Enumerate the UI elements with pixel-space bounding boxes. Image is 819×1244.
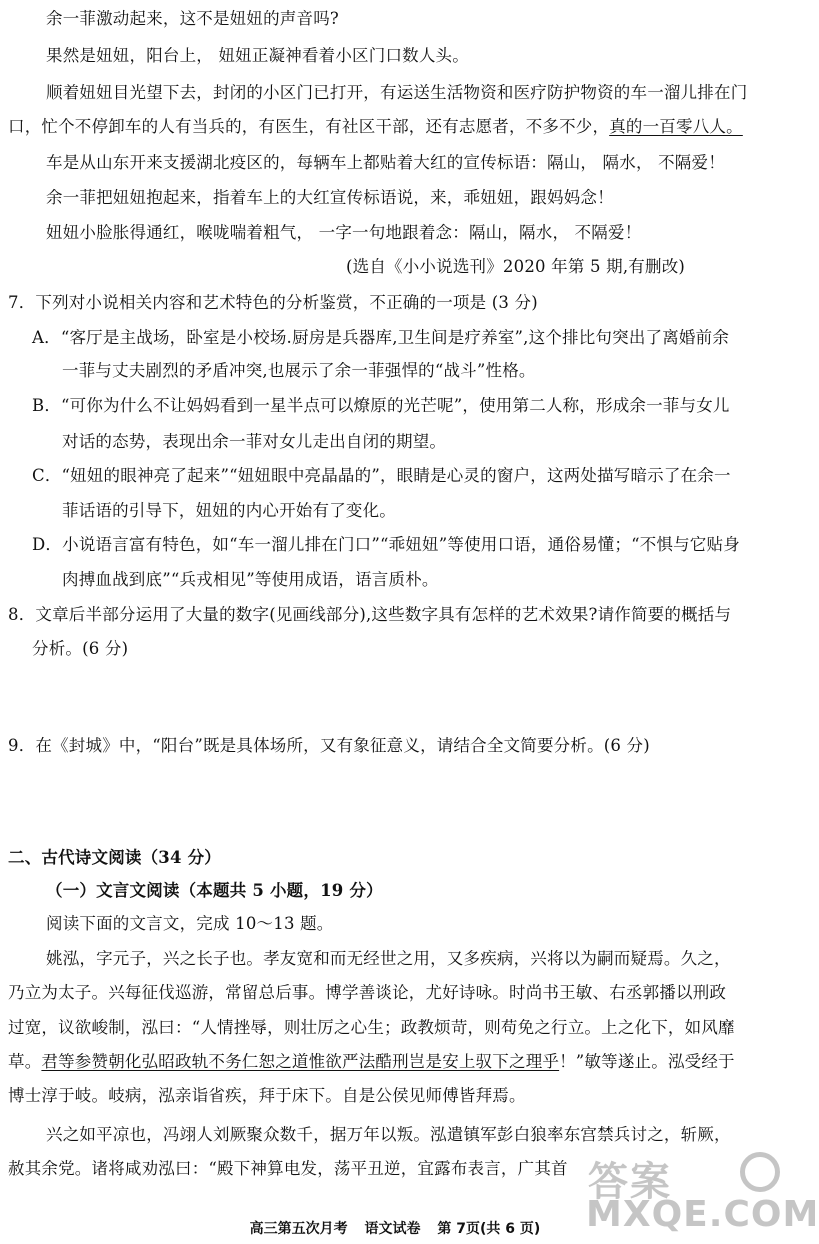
subject-name: 语文试卷 — [364, 1221, 421, 1237]
option-a-cont: 一菲与丈夫剧烈的矛盾冲突,也展示了余一菲强悍的“战斗”性格。 — [62, 361, 536, 380]
story-paragraph: 余一菲把妞妞抱起来，指着车上的大红宣传标语说，来，乖妞妞，跟妈妈念！ — [46, 188, 614, 207]
story-paragraph: 妞妞小脸胀得通红，喉咙喘着粗气， 一字一句地跟着念：隔山，隔水， 不隔爱！ — [46, 223, 642, 242]
reading-instruction: 阅读下面的文言文，完成 10～13 题。 — [46, 914, 334, 933]
option-b-cont: 对话的态势，表现出余一菲对女儿走出自闭的期望。 — [62, 432, 447, 451]
underlined-sentence: 君等参赞朝化弘昭政轨不务仁恕之道惟欲严法酷刑岂是安上驭下之理乎 — [41, 1052, 560, 1071]
option-a: A．“客厅是主战场，卧室是小校场.厨房是兵器库,卫生间是疗养室”,这个排比句突出了离婚前余 — [32, 328, 730, 347]
classical-text-line: 乃立为太子。兴每征伐巡游，常留总后事。博学善谈论，尤好诗咏。时尚书王敏、右丞郭播以刑政 — [8, 983, 727, 1002]
option-c-cont: 菲话语的引导下，妞妞的内心开始有了变化。 — [62, 501, 396, 520]
watermark-logo — [582, 1150, 819, 1238]
classical-text-line: 姚泓，字元子，兴之长子也。孝友宽和而无经世之用，又多疾病，兴将以为嗣而疑焉。久之， — [46, 949, 731, 968]
classical-text-line: 博士淳于岐。岐病，泓亲诣省疾，拜于床下。自是公侯见师傅皆拜焉。 — [8, 1086, 526, 1105]
option-b: B．“可你为什么不让妈妈看到一星半点可以燎原的光芒呢”，使用第二人称，形成余一菲与女儿 — [32, 396, 730, 415]
classical-text-line: 赦其余党。诸将咸劝泓曰：“殿下神算电发，荡平丑逆，宜露布表言，广其首 — [8, 1159, 568, 1178]
story-paragraph: 果然是妞妞，阳台上， 妞妞正凝神看着小区门口数人头。 — [46, 46, 469, 65]
story-paragraph: 车是从山东开来支援湖北疫区的，每辆车上都贴着大红的宣传标语：隔山， 隔水， 不隔爱！ — [46, 153, 725, 172]
section-title: 二、古代诗文阅读（34 分） — [8, 848, 222, 867]
classical-text: ！”敏等遂止。泓受经于 — [559, 1052, 735, 1071]
option-d: D．小说语言富有特色，如“车一溜儿排在门口”“乖妞妞”等使用口语，通俗易懂；“不惧与它贴身 — [32, 535, 740, 554]
watermark-text-bottom: MXQE.COM — [586, 1194, 819, 1235]
classical-text-line: 兴之如平凉也，冯翊人刘厥聚众数千，据万年以叛。泓遣镇军彭白狼率东宫禁兵讨之，斩厥， — [46, 1125, 731, 1144]
watermark-circle-icon — [740, 1152, 780, 1192]
subsection-title: （一）文言文阅读（本题共 5 小题，19 分） — [46, 881, 383, 900]
classical-text: 草。 — [8, 1052, 42, 1071]
page-number: 第 7页(共 6 页) — [437, 1221, 541, 1237]
option-c: C．“妞妞的眼神亮了起来”“妞妞眼中亮晶晶的”，眼睛是心灵的窗户，这两处描写暗示了在余一 — [32, 466, 731, 485]
story-paragraph: 顺着妞妞目光望下去，封闭的小区门已打开，有运送生活物资和医疗防护物资的车一溜儿排在门 — [46, 83, 748, 102]
question-8: 8．文章后半部分运用了大量的数字(见画线部分),这些数字具有怎样的艺术效果?请作简要的概括与 — [8, 605, 732, 624]
classical-text-line: 过宽，议欲峻制，泓曰：“人情挫辱，则壮厉之心生；政教烦苛，则苟免之行立。上之化下，如风靡 — [8, 1018, 735, 1037]
watermark-text-top: 答案 — [588, 1159, 672, 1205]
story-text: 口，忙个不停卸车的人有当兵的，有医生，有社区干部，还有志愿者，不多不少， — [8, 117, 610, 136]
story-paragraph: 余一菲激动起来，这不是妞妞的声音吗? — [46, 9, 339, 28]
classical-text-line — [8, 1051, 735, 1073]
underlined-number-text: 真的一百零八人。 — [609, 117, 743, 136]
exam-name: 高三第五次月考 — [249, 1221, 348, 1237]
option-d-cont: 肉搏血战到底”“兵戎相见”等使用成语，语言质朴。 — [62, 570, 439, 589]
story-paragraph — [8, 116, 743, 138]
question-9: 9．在《封城》中，“阳台”既是具体场所，又有象征意义，请结合全文简要分析。(6 分) — [8, 736, 650, 755]
question-8-cont: 分析。(6 分) — [32, 639, 129, 658]
source-citation: (选自《小小说选刊》2020 年第 5 期,有删改) — [346, 257, 686, 276]
question-7-stem: 7．下列对小说相关内容和艺术特色的分析鉴赏，不正确的一项是 (3 分) — [8, 293, 538, 312]
